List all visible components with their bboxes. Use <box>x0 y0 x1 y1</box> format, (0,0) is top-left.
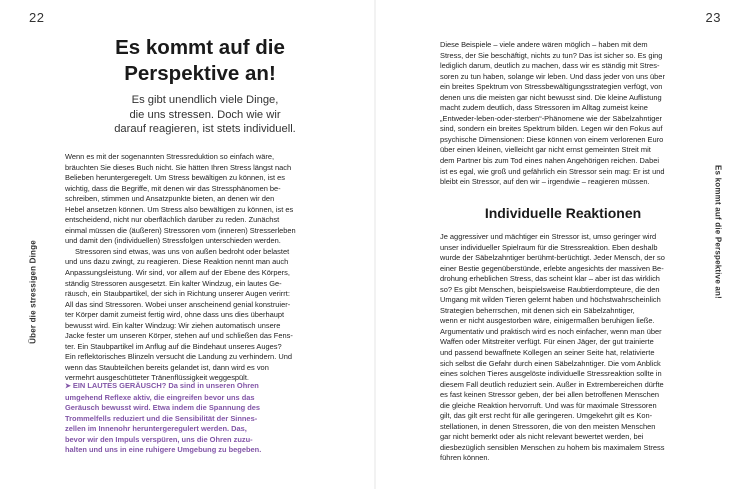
tip-line: bevor wir den Impuls verspüren, uns die Ohren zuzu- <box>65 434 253 444</box>
text-line: entscheidend, nicht nur oberflächlich darüber zu reden. Zunächst <box>65 215 280 225</box>
text-line: Jacke fester um unseren Körper, stehen auf und schließen das Fens- <box>65 331 293 341</box>
text-line: vermehrt ausgeschütteter Tränenflüssigkeit weggespült. <box>65 373 249 383</box>
text-line: Umgang mit wilden Tieren gelernt haben und höchstwahrscheinlich <box>440 295 661 305</box>
text-line: Anpassungsleistung. Wir sind, vor allem auf der Ebene des Körpers, <box>65 268 290 278</box>
text-line: Ein reflektorisches Blinzeln versucht die Landung zu verhindern. Und <box>65 352 292 362</box>
page-number-right: 23 <box>705 10 721 25</box>
text-line: ständig Stressoren ausgesetzt. Ein kalter Windzug, ein lautes Ge- <box>65 278 282 288</box>
text-line: Diese Beispiele – viele andere wären möglich – haben mit dem <box>440 40 648 49</box>
text-line: eines solchen Tieres ausgelöste individuelle Stressreaktion sollte in <box>440 369 662 379</box>
intro-line: die uns stressen. Doch wie wir <box>129 108 281 121</box>
text-line: Waffen oder Mitstreiter verfügt. Für einen Jäger, der gut trainierte <box>440 337 654 347</box>
right-bottom-paragraph <box>440 232 686 464</box>
text-line: dem Partner bis zum Tod eines nahen Angehörigen reichen. Dabei <box>440 156 659 166</box>
text-line: soren zu tun haben, solange wir leben. Und dass jeder von uns über <box>440 71 665 81</box>
text-line: und uns dazu zwingt, zu reagieren. Diese Reaktion nennt man auch <box>65 257 289 267</box>
text-line: Belieben heruntergeregelt. Um Stress bewältigen zu können, ist es <box>65 173 285 183</box>
tip-line: halten und uns in eine ruhigere Umgebung zu begeben. <box>65 445 262 455</box>
tip-line: Da sind in unseren Ohren <box>166 381 259 390</box>
running-header-right: Es kommt auf die Perspektive an! <box>713 164 723 300</box>
text-line: diesbezüglich sensiblen Menschen zu hohem bis maximalem Stress <box>440 442 665 452</box>
chapter-title <box>50 35 350 87</box>
text-line: bleibt ein Stressor, auf den wir – irgendwie – reagieren müssen. <box>440 177 650 187</box>
text-line: „Entweder-leben-oder-sterben“-Phänomene wie der Säbelzahntiger <box>440 113 663 123</box>
text-line: Hebel ansetzen können. Um Stress also bewältigen zu können, ist es <box>65 204 294 214</box>
tip-box <box>65 381 311 456</box>
text-line: so? Es gibt Menschen, beispielsweise Raubtierdompteure, die den <box>440 284 660 294</box>
tip-line: Trommelfells reduziert und die Sensibilität der Sinnes- <box>65 413 258 423</box>
text-line: gilt, das gilt erst recht für alle geringeren. Umgekehrt gilt es Kon- <box>440 411 653 421</box>
text-line: wichtig, dass die Begriffe, mit denen wir das Stressphänomen be- <box>65 183 281 193</box>
text-line: es fast keinen Stressor geben, der bei allen betroffenen Menschen <box>440 390 659 400</box>
text-line: ist es egal, wie groß und gefährlich ein Stressor sein mag: Er ist und <box>440 166 665 176</box>
text-line: wenn das Staubteilchen bereits gelandet ist, dann wird es von <box>65 362 269 372</box>
text-line: wurde der Säbelzahntiger berühmt-berüchtigt. Jeder Mensch, der so <box>440 253 665 263</box>
paragraph-stressreduktion <box>65 152 311 247</box>
tip-line: Geräusch bewusst wird. Etwa indem die Spannung des <box>65 403 261 413</box>
text-line: Strategien beherrschen, mit denen sich ein Säbelzahntiger, <box>440 305 635 315</box>
text-line: ein breites Spektrum von Stressbewältigungsstrategien verfügt, von <box>440 82 663 92</box>
page-number-left: 22 <box>29 10 45 25</box>
text-line: und passend bewaffnete Kollegen an seiner Seite hat, relativierte <box>440 348 655 358</box>
arrow-right-icon: ➤ <box>65 383 71 390</box>
page-gutter <box>374 0 376 489</box>
right-top-paragraph <box>440 40 686 188</box>
text-line: gar nicht bemerkt oder als nicht relevant bewertet werden, bei <box>440 432 644 442</box>
chapter-intro <box>95 93 315 137</box>
text-line: sich selbst die Gefahr durch einen Säbelzahntiger. Die vom Anblick <box>440 358 661 368</box>
text-line: Stress, der Sie beschäftigt, nichts zu tun? Das ist sicher so. Es ging <box>440 50 663 60</box>
paragraph-stressoren <box>65 247 311 384</box>
text-line: einer Bestie gegenüberstünde, erlebte angesichts der massiven Be- <box>440 263 664 273</box>
text-line: lediglich darum, deutlich zu machen, dass wir es ständig mit Stres- <box>440 61 660 71</box>
tip-line: umgehend Reflexe aktiv, die eingreifen bevor uns das <box>65 392 255 402</box>
chapter-title-line: Es kommt auf die <box>115 36 285 59</box>
text-line: die gleiche Reaktion hervorruft. Und was für maximale Stressoren <box>440 400 657 410</box>
text-line: schreiben, stimmen und Ansatzpunkte bieten, an denen wir den <box>65 194 275 204</box>
text-line: ter Körper damit zumeist fertig wird, ohne dass uns dies überhaupt <box>65 310 285 320</box>
text-line: All das sind Stressoren. Wobei unser anscheinend genial konstruier- <box>65 299 291 309</box>
tip-line: zellen im Innenohr heruntergeregulert werden. Das, <box>65 424 247 434</box>
text-line: einmal müssen die (äußeren) Stressoren vom (inneren) Stresserleben <box>65 225 296 235</box>
text-line: über einen kleinen, vielleicht gar nicht ernst gemeinten Streit mit <box>440 145 651 155</box>
text-line: denen uns die meisten gar nicht bewusst sind. Die kleine Auflistung <box>440 92 662 102</box>
text-line: führen können. <box>440 453 490 463</box>
text-line: Wenn es mit der sogenannten Stressreduktion so einfach wäre, <box>65 152 275 161</box>
text-line: wenn er nicht ausgestorben wäre, einigermaßen beruhigen ließe. <box>440 316 655 326</box>
text-line: räusch, ein Staubpartikel, der sich in Richtung unserer Augen verirrt: <box>65 289 290 299</box>
text-line: Argumentativ und praktisch wird es noch einfacher, wenn man über <box>440 326 662 336</box>
text-line: unser individueller Spielraum für die Stressreaktion. Eben deshalb <box>440 242 658 252</box>
text-line: Stressoren sind etwas, was uns von außen bedroht oder belastet <box>75 246 290 256</box>
text-line: drohung erheblichen Stress, das scheint klar – aber ist das wirklich <box>440 274 660 284</box>
tip-heading: EIN LAUTES GERÄUSCH? <box>72 381 167 390</box>
left-body-text <box>65 152 311 384</box>
text-line: stellationen, in denen Stressoren, die von den meisten Menschen <box>440 421 656 431</box>
text-line: psychische Dimensionen: Diese können von einem verlorenen Euro <box>440 134 664 144</box>
text-line: sind, sondern ein breites Spektrum bilden. Legen wir den Fokus auf <box>440 124 663 134</box>
text-line: diesem Fall deutlich reduziert sein. Außer in Extrembereichen dürfte <box>440 379 664 389</box>
chapter-title-line: Perspektive an! <box>124 62 276 85</box>
text-line: macht zudem deutlich, dass Stressoren im Alltag zumeist keine <box>440 103 648 113</box>
text-line: ter. Ein Staubpartikel im Anflug auf die Bindehaut unseres Auges? <box>65 341 282 351</box>
section-heading: Individuelle Reaktionen <box>484 205 642 221</box>
text-line: und damit den (individuellen) Stressfolgen unterschieden werden. <box>65 236 281 246</box>
tip-first-line <box>65 381 311 393</box>
running-header-left: Über die stressigen Dinge <box>28 240 38 344</box>
intro-line: darauf reagieren, ist stets individuell. <box>114 123 296 135</box>
text-line: bräuchten Sie dieses Buch nicht. Sie hätten Ihren Stress längst nach <box>65 162 292 172</box>
text-line: Je aggressiver und mächtiger ein Stressor ist, umso geringer wird <box>440 232 657 241</box>
intro-line: Es gibt unendlich viele Dinge, <box>131 94 279 106</box>
text-line: bewusst wird. Ein kalter Windzug: Wir ziehen automatisch unsere <box>65 320 281 330</box>
